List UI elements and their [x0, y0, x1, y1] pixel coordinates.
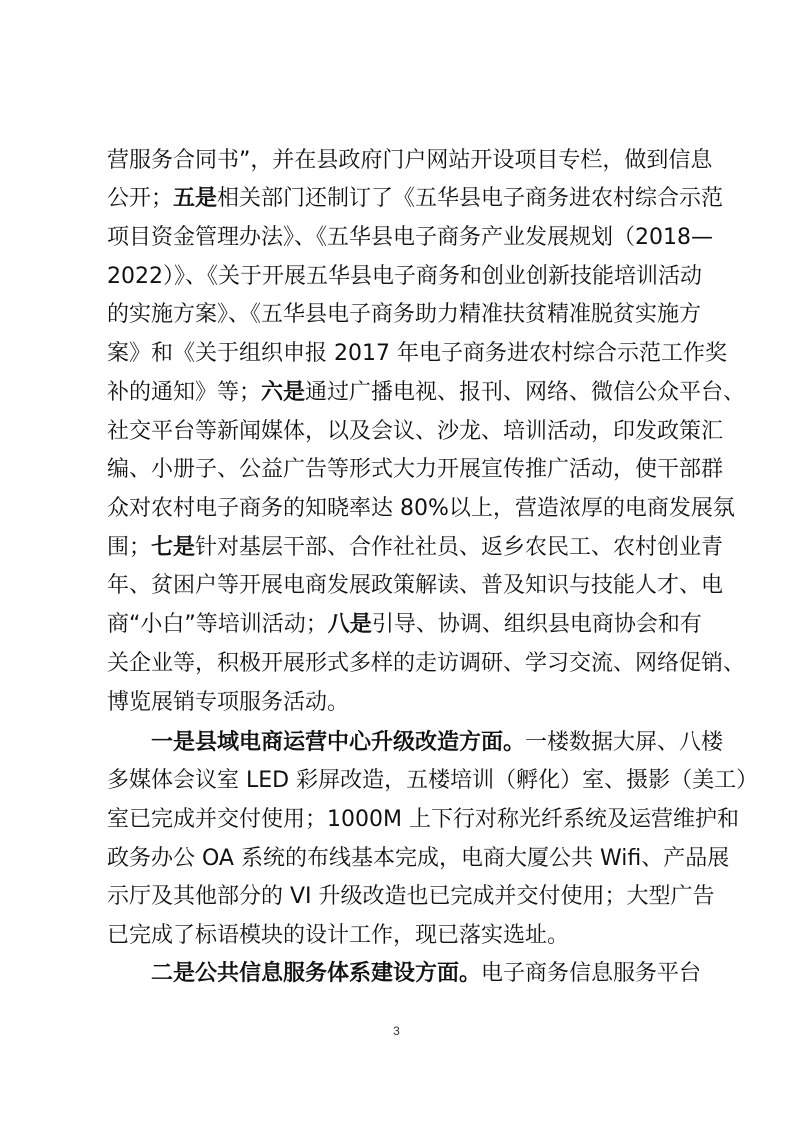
text-segment: 公开；: [107, 186, 174, 211]
text-segment: 一楼数据大屏、八楼: [525, 730, 724, 755]
text-segment: 引导、协调、组织县电商协会和有: [371, 612, 702, 637]
text-segment: 商“小白”等培训活动；: [107, 612, 328, 637]
text-segment: 政务办公 OA 系统的布线基本完成，电商大厦公共 Wifi、产品展: [107, 846, 730, 871]
bold-phrase: 五是: [173, 186, 218, 211]
text-segment: 营服务合同书”，并在县政府门户网站开设项目专栏，做到信息: [107, 148, 713, 173]
text-segment: 关企业等，积极开展形式多样的走访调研、学习交流、网络促销、: [107, 651, 746, 676]
text-segment: 社交平台等新闻媒体，以及会议、沙龙、培训活动，印发政策汇: [107, 419, 724, 444]
text-line: [107, 762, 759, 800]
text-line: [107, 606, 702, 644]
text-line: [107, 258, 702, 296]
text-line: [107, 142, 713, 180]
page-number: 3: [393, 1024, 400, 1038]
text-line: [107, 917, 689, 955]
text-segment: 围；: [107, 535, 152, 560]
text-segment: 电子商务信息服务平台: [481, 961, 702, 986]
text-line: [151, 724, 724, 762]
text-segment: 编、小册子、公益广告等形式大力开展宣传推广活动，使干部群: [107, 457, 724, 482]
text-line: [107, 878, 715, 916]
text-line: [107, 451, 724, 489]
text-segment: 补的通知》等；: [107, 380, 262, 405]
bold-phrase: 二是公共信息服务体系建设方面。: [151, 961, 482, 986]
text-line: [107, 684, 689, 722]
text-line: [107, 840, 730, 878]
bold-phrase: 八是: [327, 612, 372, 637]
bold-phrase: 六是: [261, 380, 306, 405]
text-segment: 相关部门还制订了《五华县电子商务进农村综合示范: [217, 186, 724, 211]
bold-phrase: 一是县域电商运营中心升级改造方面。: [151, 730, 526, 755]
text-line: [107, 490, 735, 528]
text-line: [107, 567, 724, 605]
text-line: [107, 374, 746, 412]
text-segment: 博览展销专项服务活动。: [107, 690, 350, 715]
text-segment: 众对农村电子商务的知晓率达 80%以上，营造浓厚的电商发展氛: [107, 496, 735, 521]
bold-phrase: 七是: [151, 535, 196, 560]
text-line: [107, 219, 713, 257]
text-segment: 已完成了标语模块的设计工作，现已落实选址。: [107, 923, 570, 948]
text-line: [107, 335, 727, 373]
text-line: [107, 801, 739, 839]
text-line: [107, 413, 724, 451]
text-segment: 示厅及其他部分的 VI 升级改造也已完成并交付使用；大型广告: [107, 884, 715, 909]
text-line: [107, 529, 724, 567]
text-segment: 2022）》、《关于开展五华县电子商务和创业创新技能培训活动: [107, 264, 702, 289]
text-segment: 的实施方案》、《五华县电子商务助力精准扶贫精准脱贫实施方: [107, 302, 702, 327]
text-line: [107, 645, 746, 683]
text-segment: 通过广播电视、报刊、网络、微信公众平台、: [305, 380, 746, 405]
text-line: [107, 296, 702, 334]
text-line: [107, 180, 724, 218]
text-segment: 项目资金管理办法》、《五华县电子商务产业发展规划（2018—: [107, 225, 713, 250]
text-segment: 案》和《关于组织申报 2017 年电子商务进农村综合示范工作奖: [107, 341, 727, 366]
text-segment: 室已完成并交付使用；1000M 上下行对称光纤系统及运营维护和: [107, 807, 739, 832]
text-segment: 针对基层干部、合作社社员、返乡农民工、农村创业青: [195, 535, 724, 560]
text-segment: 年、贫困户等开展电商发展政策解读、普及知识与技能人才、电: [107, 573, 724, 598]
text-line: [151, 955, 702, 993]
text-segment: 多媒体会议室 LED 彩屏改造，五楼培训（孵化）室、摄影（美工）: [107, 768, 759, 793]
